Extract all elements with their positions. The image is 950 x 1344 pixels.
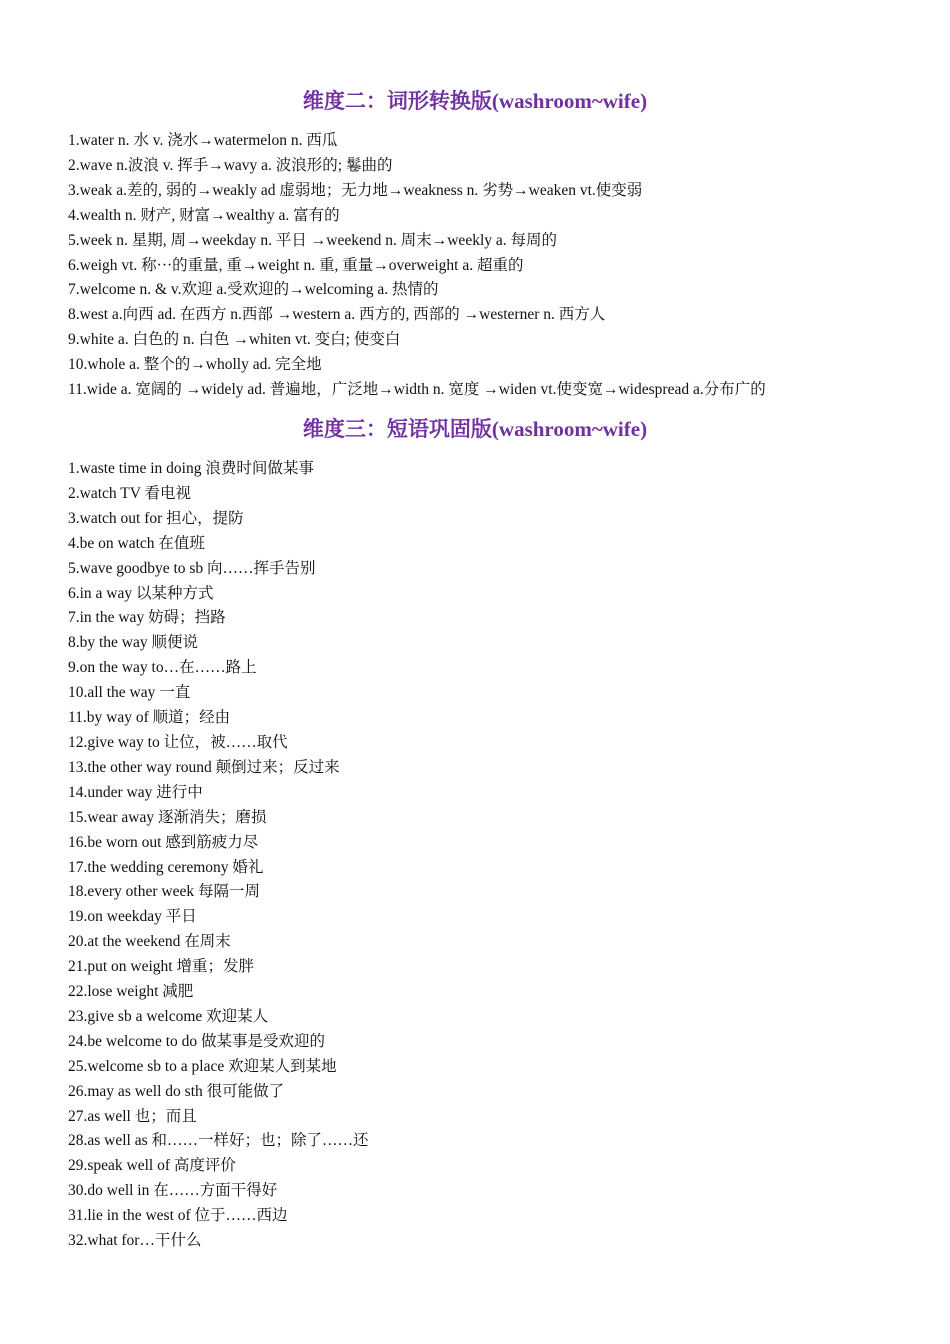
list-item: 7.in the way 妨碍；挡路 — [68, 609, 226, 627]
list-item: 28.as well as 和……一样好；也；除了……还 — [68, 1132, 369, 1150]
list-item: 3.watch out for 担心，提防 — [68, 509, 244, 527]
list-item: 1.waste time in doing 浪费时间做某事 — [68, 460, 314, 477]
list-item: 3.weak a.差的, 弱的→weakly ad 虚弱地；无力地→weakness n. 劣势→weaken vt.使变弱 — [68, 181, 643, 199]
list-item: 16.be worn out 感到筋疲力尽 — [68, 833, 259, 851]
list-item: 25.welcome sb to a place 欢迎某人到某地 — [68, 1057, 337, 1075]
list-item: 6.in a way 以某种方式 — [68, 584, 214, 602]
list-item: 13.the other way round 颠倒过来；反过来 — [68, 758, 340, 776]
list-item: 29.speak well of 高度评价 — [68, 1157, 236, 1175]
list-item: 10.all the way 一直 — [68, 684, 191, 702]
list-item: 17.the wedding ceremony 婚礼 — [68, 858, 264, 876]
section-3-title: 维度三：短语巩固版(washroom~wife) — [302, 417, 648, 441]
list-item: 6.weigh vt. 称···的重量, 重→weight n. 重, 重量→overweight a. 超重的 — [68, 256, 524, 274]
section-2-title: 维度二：词形转换版(washroom~wife) — [302, 89, 648, 113]
list-item: 2.wave n.波浪 v. 挥手→wavy a. 波浪形的; 鬈曲的 — [68, 156, 393, 174]
list-item: 10.whole a. 整个的→wholly ad. 完全地 — [68, 356, 322, 374]
list-item: 4.be on watch 在值班 — [68, 534, 205, 552]
list-item: 18.every other week 每隔一周 — [68, 883, 260, 901]
list-item: 26.may as well do sth 很可能做了 — [68, 1082, 285, 1100]
list-item: 32.what for…干什么 — [68, 1232, 202, 1250]
list-item: 11.wide a. 宽阔的 →widely ad. 普遍地，广泛地→width n. 宽度 →widen vt.使变宽→widespread a.分布广的 — [68, 381, 766, 399]
list-item: 1.water n. 水 v. 浇水→watermelon n. 西瓜 — [68, 132, 338, 149]
list-item: 7.welcome n. & v.欢迎 a.受欢迎的→welcoming a. 热情的 — [68, 281, 439, 299]
list-item: 19.on weekday 平日 — [68, 908, 197, 926]
list-item: 9.white a. 白色的 n. 白色 →whiten vt. 变白; 使变白 — [68, 331, 401, 349]
list-item: 14.under way 进行中 — [68, 783, 203, 801]
list-item: 5.wave goodbye to sb 向……挥手告别 — [68, 559, 316, 577]
list-item: 20.at the weekend 在周末 — [68, 933, 231, 951]
list-item: 4.wealth n. 财产, 财富→wealthy a. 富有的 — [68, 206, 340, 224]
list-item: 31.lie in the west of 位于……西边 — [68, 1207, 288, 1225]
list-item: 2.watch TV 看电视 — [68, 484, 191, 502]
section-2-word-list — [68, 129, 928, 403]
list-item: 15.wear away 逐渐消失；磨损 — [68, 808, 267, 826]
list-item: 21.put on weight 增重；发胖 — [68, 958, 254, 976]
list-item: 11.by way of 顺道；经由 — [68, 709, 231, 727]
list-item: 8.west a.向西 ad. 在西方 n.西部 →western a. 西方的, 西部的 →westerner n. 西方人 — [68, 306, 606, 324]
list-item: 9.on the way to…在……路上 — [68, 659, 257, 677]
list-item: 5.week n. 星期, 周→weekday n. 平日 →weekend n. 周末→weekly a. 每周的 — [68, 231, 558, 249]
list-item: 27.as well 也；而且 — [68, 1107, 197, 1125]
section-3-phrase-list — [68, 457, 928, 1254]
list-item: 30.do well in 在……方面干得好 — [68, 1182, 278, 1200]
list-item: 8.by the way 顺便说 — [68, 634, 199, 652]
list-item: 24.be welcome to do 做某事是受欢迎的 — [68, 1032, 326, 1050]
list-item: 23.give sb a welcome 欢迎某人 — [68, 1007, 269, 1025]
list-item: 12.give way to 让位，被……取代 — [68, 733, 288, 751]
list-item: 22.lose weight 减肥 — [68, 983, 194, 1001]
